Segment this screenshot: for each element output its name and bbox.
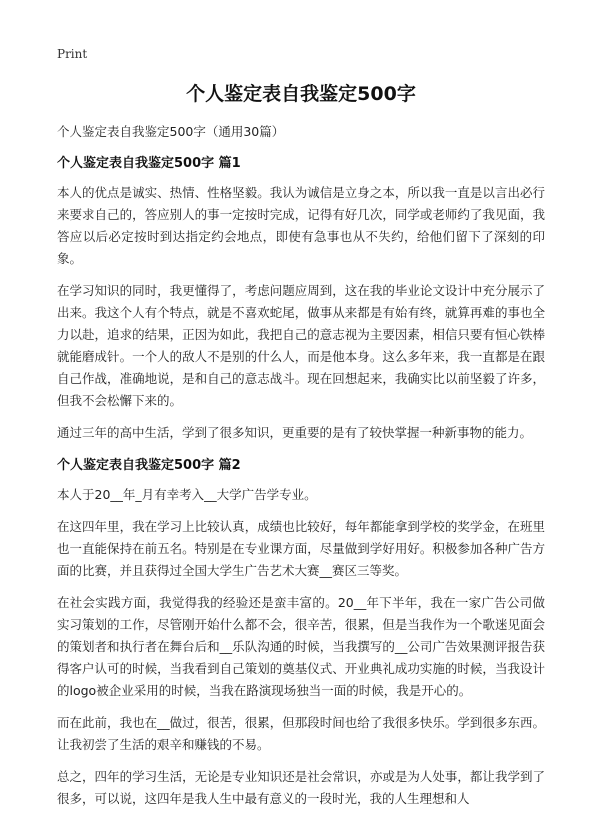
paragraph: 在社会实践方面，我觉得我的经验还是蛮丰富的。20__年下半年，我在一家广告公司做实习策划的工作，尽管刚开始什么都不会，很辛苦，很累，但是当我作为一个歌迷见面会的策划者和执行者在舞台后和__乐队沟通的时候，当我撰写的__公司广告效果测评报告获得客户认可的时候，当我看到自己策划的奠基仪式、开业典礼成功实施的时候，当我设计的logo被企业采用的时候，当我在路演现场独当一面的时候，我是开心的。 xyxy=(57,595,545,698)
section-heading-1: 个人鉴定表自我鉴定500字 篇1 xyxy=(57,156,241,171)
paragraph: 总之，四年的学习生活，无论是专业知识还是社会常识，亦或是为人处事，都让我学到了很多，可以说，这四年是我人生中最有意义的一段时光，我的人生理想和人 xyxy=(57,769,545,806)
section-heading-2: 个人鉴定表自我鉴定500字 篇2 xyxy=(57,458,241,473)
page-title: 个人鉴定表自我鉴定500字 xyxy=(186,83,416,105)
paragraph: 通过三年的高中生活，学到了很多知识，更重要的是有了较快掌握一种新事物的能力。 xyxy=(57,425,533,440)
print-link[interactable]: Print xyxy=(57,47,88,61)
paragraph: 在学习知识的同时，我更懂得了，考虑问题应周到，这在我的毕业论文设计中充分展示了出来。我这个人有个特点，就是不喜欢蛇尾，做事从来都是有始有终，就算再难的事也全力以赴，追求的结果，正因为如此，我把自己的意志视为主要因素，相信只要有恒心铁棒就能磨成针。一个人的敌人不是别的什么人，而是他本身。这么多年来，我一直都是在跟自己作战，准确地说，是和自己的意志战斗。现在回想起来，我确实比以前坚毅了许多，但我不会松懈下来的。 xyxy=(57,283,545,408)
paragraph: 本人的优点是诚实、热情、性格坚毅。我认为诚信是立身之本，所以我一直是以言出必行来要求自己的，答应别人的事一定按时完成，记得有好几次，同学或老师约了我见面，我答应以后必定按时到达指定约会地点，即使有急事也从不失约，给他们留下了深刻的印象。 xyxy=(57,185,545,266)
document-subtitle: 个人鉴定表自我鉴定500字（通用30篇） xyxy=(57,124,285,139)
paragraph: 而在此前，我也在__做过，很苦，很累，但那段时间也给了我很多快乐。学到很多东西。让我初尝了生活的艰辛和赚钱的不易。 xyxy=(57,715,545,752)
paragraph: 本人于20__年_月有幸考入__大学广告学专业。 xyxy=(57,487,317,502)
paragraph: 在这四年里，我在学习上比较认真，成绩也比较好，每年都能拿到学校的奖学金，在班里也一直能保持在前五名。特别是在专业课方面，尽量做到学好用好。积极参加各种广告方面的比赛，并且获得过全国大学生广告艺术大赛__赛区三等奖。 xyxy=(57,519,545,578)
